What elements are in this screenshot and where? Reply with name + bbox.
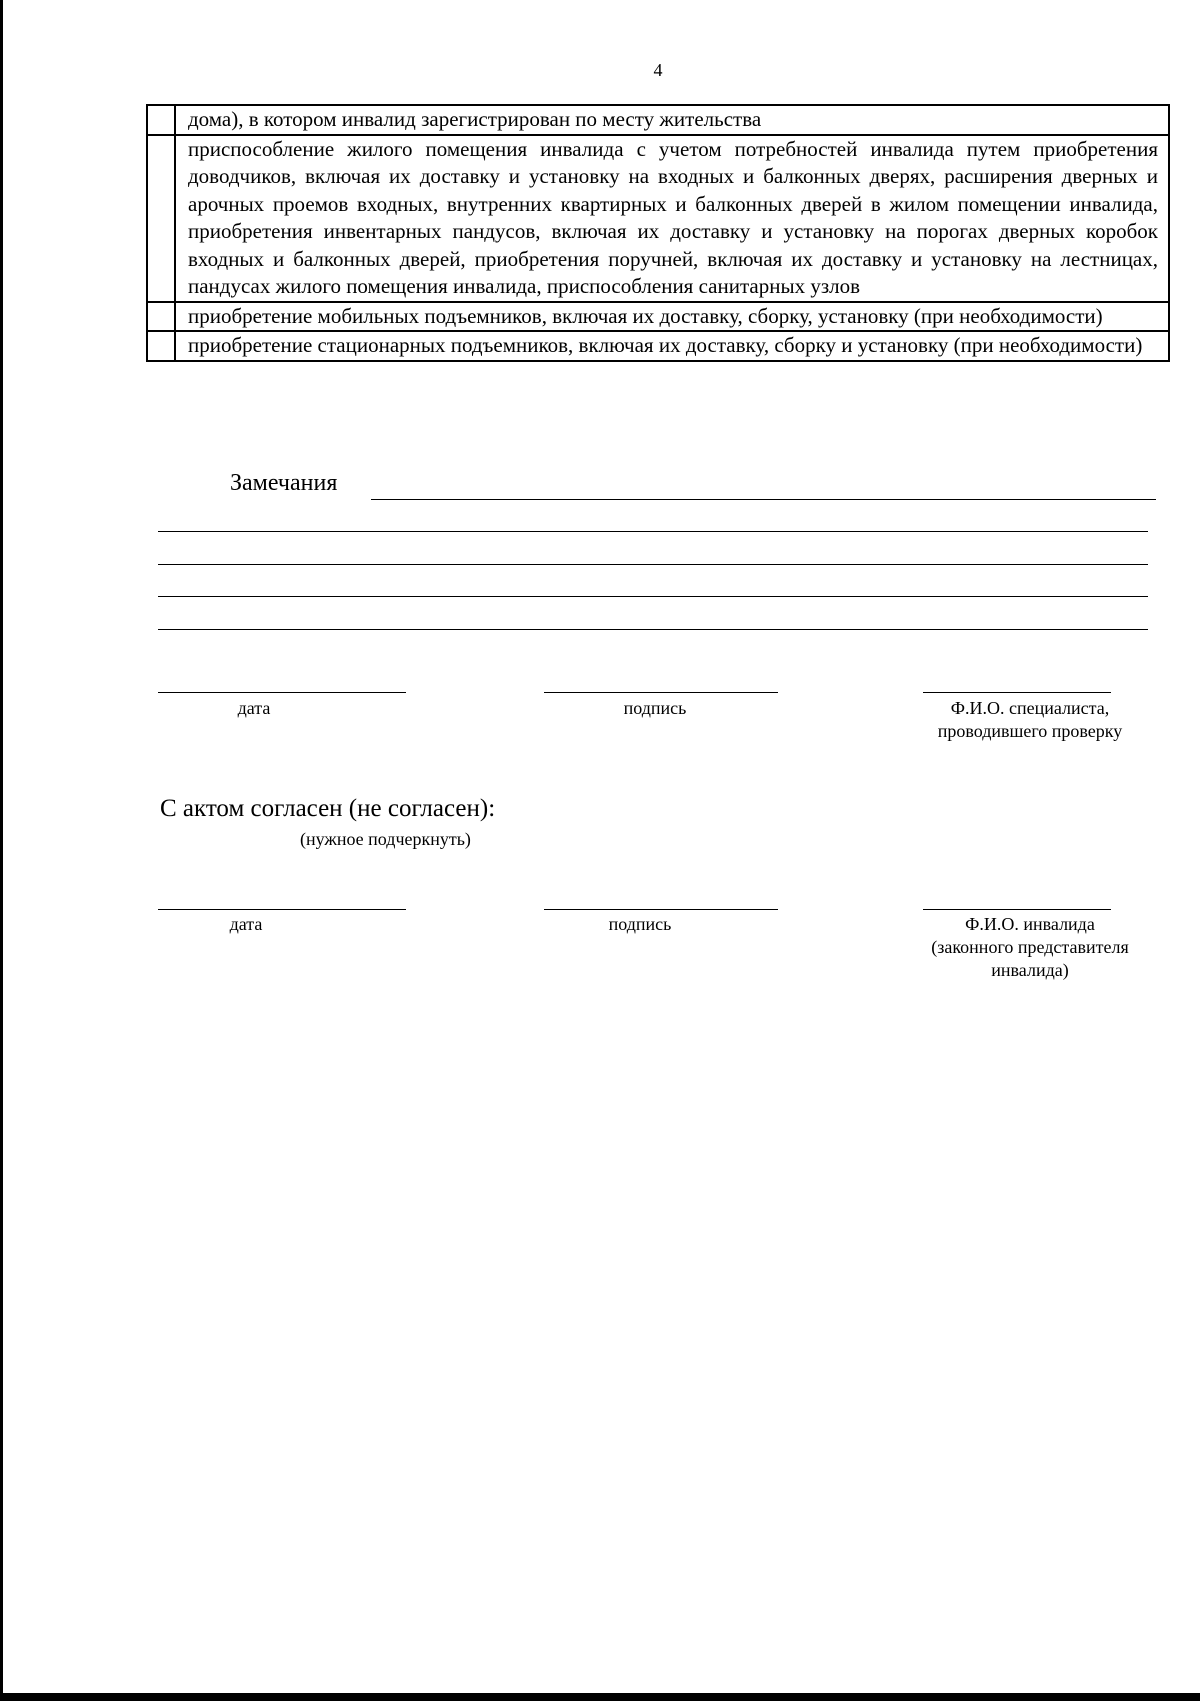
agreement-heading: С актом согласен (не согласен): xyxy=(160,795,496,822)
measure-text: приобретение мобильных подъемников, включая их доставку, сборку, установку (при необходимости) xyxy=(175,302,1169,332)
checkbox-cell[interactable] xyxy=(147,105,175,135)
specialist-name-line[interactable] xyxy=(923,692,1111,693)
remarks-input-line[interactable] xyxy=(158,629,1148,630)
table-row xyxy=(147,105,1169,135)
date-signature-line[interactable] xyxy=(158,692,406,693)
disabled-person-name-caption: (законного представителя xyxy=(931,937,1129,957)
measure-text: приспособление жилого помещения инвалида с учетом потребностей инвалида путем приобретения доводчиков, включая их доставку и установку на входных и балконных дверях, расширения дверных и арочных проемов входных, внутренних квартирных и балконных дверей в жилом помещении инвалида, приобретения инвентарных пандусов, включая их доставку и установку на порогах дверных коробок входных и балконных дверей, приобретения поручней, включая их доставку и установку на лестницах, пандусах жилого помещения инвалида, приспособления санитарных узлов xyxy=(175,135,1169,302)
table-row xyxy=(147,135,1169,302)
agreement-note: (нужное подчеркнуть) xyxy=(300,829,471,849)
signature-caption: подпись xyxy=(623,698,687,718)
checkbox-cell[interactable] xyxy=(147,331,175,361)
table-row xyxy=(147,331,1169,361)
table-row xyxy=(147,302,1169,332)
measures-table xyxy=(146,104,1170,362)
date-caption: дата xyxy=(229,914,263,934)
scan-bottom-edge xyxy=(0,1693,1200,1701)
remarks-input-line[interactable] xyxy=(371,499,1156,500)
checkbox-cell[interactable] xyxy=(147,302,175,332)
specialist-name-caption: Ф.И.О. специалиста, xyxy=(950,698,1110,718)
measure-text: дома), в котором инвалид зарегистрирован по месту жительства xyxy=(175,105,1169,135)
date-caption: дата xyxy=(237,698,271,718)
remarks-input-line[interactable] xyxy=(158,531,1148,532)
remarks-input-line[interactable] xyxy=(158,596,1148,597)
remarks-input-line[interactable] xyxy=(158,564,1148,565)
specialist-name-caption: проводившего проверку xyxy=(937,721,1123,741)
disabled-person-name-caption: Ф.И.О. инвалида xyxy=(965,914,1095,934)
date-signature-line[interactable] xyxy=(158,909,406,910)
signature-line[interactable] xyxy=(544,692,778,693)
scan-left-edge xyxy=(0,0,3,1701)
signature-caption: подпись xyxy=(608,914,672,934)
measure-text: приобретение стационарных подъемников, включая их доставку, сборку и установку (при необходимости) xyxy=(175,331,1169,361)
page-number: 4 xyxy=(653,60,663,80)
checkbox-cell[interactable] xyxy=(147,135,175,302)
disabled-person-name-line[interactable] xyxy=(923,909,1111,910)
remarks-label: Замечания xyxy=(230,470,338,496)
disabled-person-name-caption: инвалида) xyxy=(991,960,1069,980)
signature-line[interactable] xyxy=(544,909,778,910)
